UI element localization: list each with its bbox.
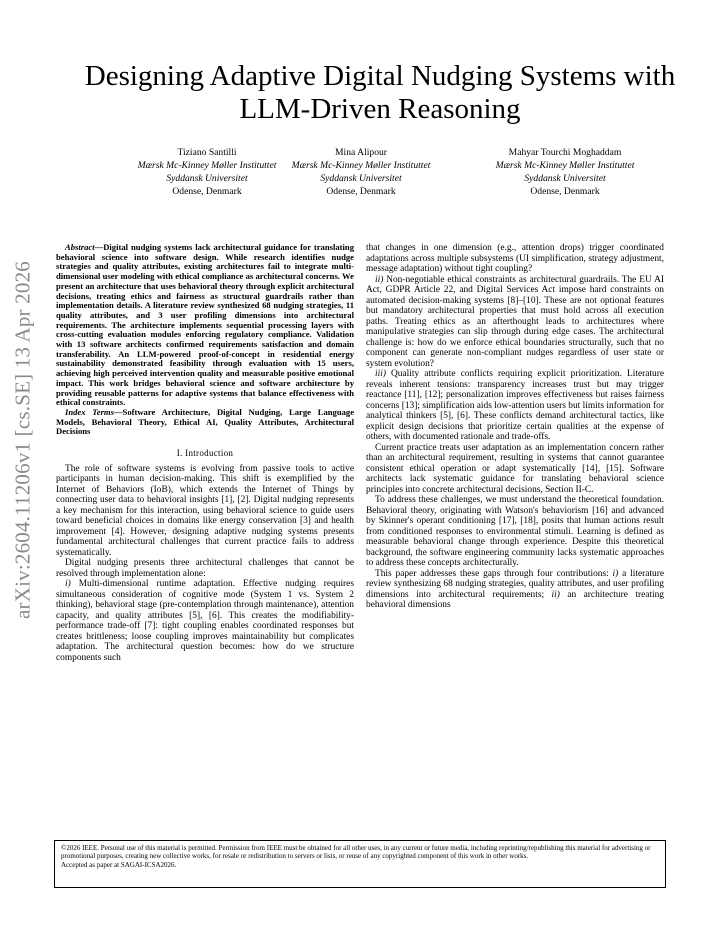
paragraph-text: Non-negotiable ethical constraints as architectural guardrails. The EU AI Act, GDPR Article 22, and Digital Services Act impose hard constraints on automated decision-making systems [8]–[10]. These are not optional features but mandatory architectural properties that must hold across all execution paths. Treating ethics as an afterthought leads to architectures where manipulative strategies can slip through during edge cases. The architectural challenge is: how do we enforce ethical boundaries structurally, such that no component can generate non-compliant nudges regardless of user state or system evolution? [366,274,664,369]
section-heading: I. Introduction [176,448,234,459]
list-marker: i) [65,579,71,590]
author-location: Odense, Denmark [172,186,242,197]
author-affiliation: Mærsk Mc-Kinney Møller Instituttet [137,160,277,171]
author-block [266,146,456,198]
body-paragraph [56,579,354,663]
arxiv-identifier: arXiv:2604.11206v1 [cs.SE] 13 Apr 2026 [10,261,35,619]
left-column [56,243,354,663]
body-paragraph [366,369,664,443]
right-column [366,243,664,611]
author-university: Syddansk Universitet [524,173,606,184]
author-affiliation: Mærsk Mc-Kinney Møller Instituttet [291,160,431,171]
index-terms [56,408,354,437]
copyright-notice [54,840,666,888]
abstract-text: —Digital nudging systems lack architectural guidance for translating behavioral science into software design. While research identifies nudge strategies and quality attributes, existing architectures fail to integrate multi-dimensional user modeling with ethical compliance as architectural concerns. We present an architecture that uses behavioral theory through explicit architectural decisions, treating ethics and fairness as structural guardrails rather than implementation details. A literature review synthesized 68 nudging strategies, 11 quality attributes, and 3 user profiling dimensions into architectural requirements. The architecture implements sequential processing layers with cross-cutting evaluation modules enforcing regulatory compliance. Validation with 13 software architects confirmed requirements satisfaction and domain transferability. An LLM-powered proof-of-concept in residential energy sustainability demonstrated feasibility through evaluation with 15 users, achieving high perceived intervention quality and measurable positive emotional impact. This work bridges behavioral science and software architecture by providing reusable patterns for adaptive systems that balance effectiveness with ethical constraints. [56,242,354,408]
paragraph-text: an architecture treating behavioral dimensions [366,589,664,610]
title-line-1: Designing Adaptive Digital Nudging Systems with [84,60,676,92]
paragraph-text: This paper addresses these gaps through four contributions: [375,568,613,579]
paper-title [60,60,700,126]
paragraph-text: Multi-dimensional runtime adaptation. Effective nudging requires simultaneous consideration of cognitive mode (System 1 vs. System 2 thinking), behavioral stage (pre-contemplation through maintenance), attention capacity, and quality attributes [5], [6]. This creates the modifiability-performance trade-off [7]: tight coupling enables coordinated responses but creates brittleness; loose coupling improves maintainability but complicates adaptation. The architectural question becomes: how do we structure components such [56,579,354,663]
body-paragraph: Current practice treats user adaptation as an implementation concern rather than an architectural requirement, resulting in systems that cannot guarantee consistent ethical operation or adapt systematically [14], [15]. Software architects lack systematic guidance for translating behavioral science principles into concrete architectural decisions, Section II-C. [366,442,664,495]
author-name: Mina Alipour [335,147,387,158]
paragraph-text: a literature review synthesizing 68 nudging strategies, quality attributes, and user profiling dimensions into architectural requirements; [366,568,664,600]
list-marker: ii) [551,589,560,600]
list-marker: ii) [375,274,384,285]
index-terms-lead: Index Terms [65,406,114,417]
author-university: Syddansk Universitet [166,173,248,184]
body-paragraph: that changes in one dimension (e.g., attention drops) trigger coordinated adaptations across multiple subsystems (UI simplification, strategy adjustment, message adaptation) without tight coupling? [366,243,664,274]
abstract-lead: Abstract [65,242,95,252]
arxiv-identifier-watermark [0,230,46,650]
acceptance-note: Accepted as paper at SAGAI-ICSA2026. [61,860,177,869]
paragraph-text: Quality attribute conflicts requiring explicit prioritization. Literature reveals inherent tensions: transparency increases trust but may trigger reactance [11], [12]; personalization improves effectiveness but raises fairness concerns [13]; simplification aids low-attention users but limits information for analytical thinkers [5], [6]. These conflicts demand architectural tactics, like explicit design decisions that prioritize certain qualities at the expense of others, with documented rationale and trade-offs. [366,369,664,442]
author-location: Odense, Denmark [530,186,600,197]
author-block [470,146,660,198]
author-name: Mahyar Tourchi Moghaddam [508,147,622,158]
body-paragraph [366,275,664,370]
author-name: Tiziano Santilli [177,147,237,158]
index-terms-text: —Software Architecture, Digital Nudging, Large Language Models, Behavioral Theory, Ethical AI, Quality Attributes, Architectural Decisions [56,406,355,437]
author-affiliation: Mærsk Mc-Kinney Møller Instituttet [495,160,635,171]
list-marker: iii) [375,369,386,379]
copyright-text: ©2026 IEEE. Personal use of this material is permitted. Permission from IEEE must be obtained for all other uses, in any current or future media, including reprinting/republishing this material for advertising or promotional purposes, creating new collective works, for resale or redistribution to servers or lists, or reuse of any copyrighted component of this work in other works. [61,844,651,861]
body-paragraph: To address these challenges, we must understand the theoretical foundation. Behavioral theory, originating with Watson's behaviorism [16] and advanced by Skinner's operant conditioning [17], [18], posits that human actions result from conditioned responses to environmental stimuli. Learning is defined as measurable behavioral change through experience. Despite this theoretical background, the software engineering community lacks systematic approaches to address these concepts architecturally. [366,495,664,568]
author-university: Syddansk Universitet [320,173,402,184]
title-line-2: LLM-Driven Reasoning [239,93,521,125]
list-marker: i) [612,568,619,579]
body-paragraph: Digital nudging presents three architectural challenges that cannot be resolved through implementation alone: [56,558,354,579]
abstract [56,243,354,408]
body-paragraph: The role of software systems is evolving from passive tools to active participants in human decision-making. This shift is exemplified by the Internet of Behaviors (IoB), which extends the Internet of Things by connecting user data to behavioral insights [1], [2]. Digital nudging represents a key mechanism for this interaction, using behavioral science to guide users toward beneficial choices in domains like energy conservation [3] and health improvement [4]. However, designing adaptive nudging systems presents fundamental architectural challenges that current practice fails to address systematically. [56,463,354,558]
author-location: Odense, Denmark [326,186,396,197]
body-paragraph [366,569,664,611]
